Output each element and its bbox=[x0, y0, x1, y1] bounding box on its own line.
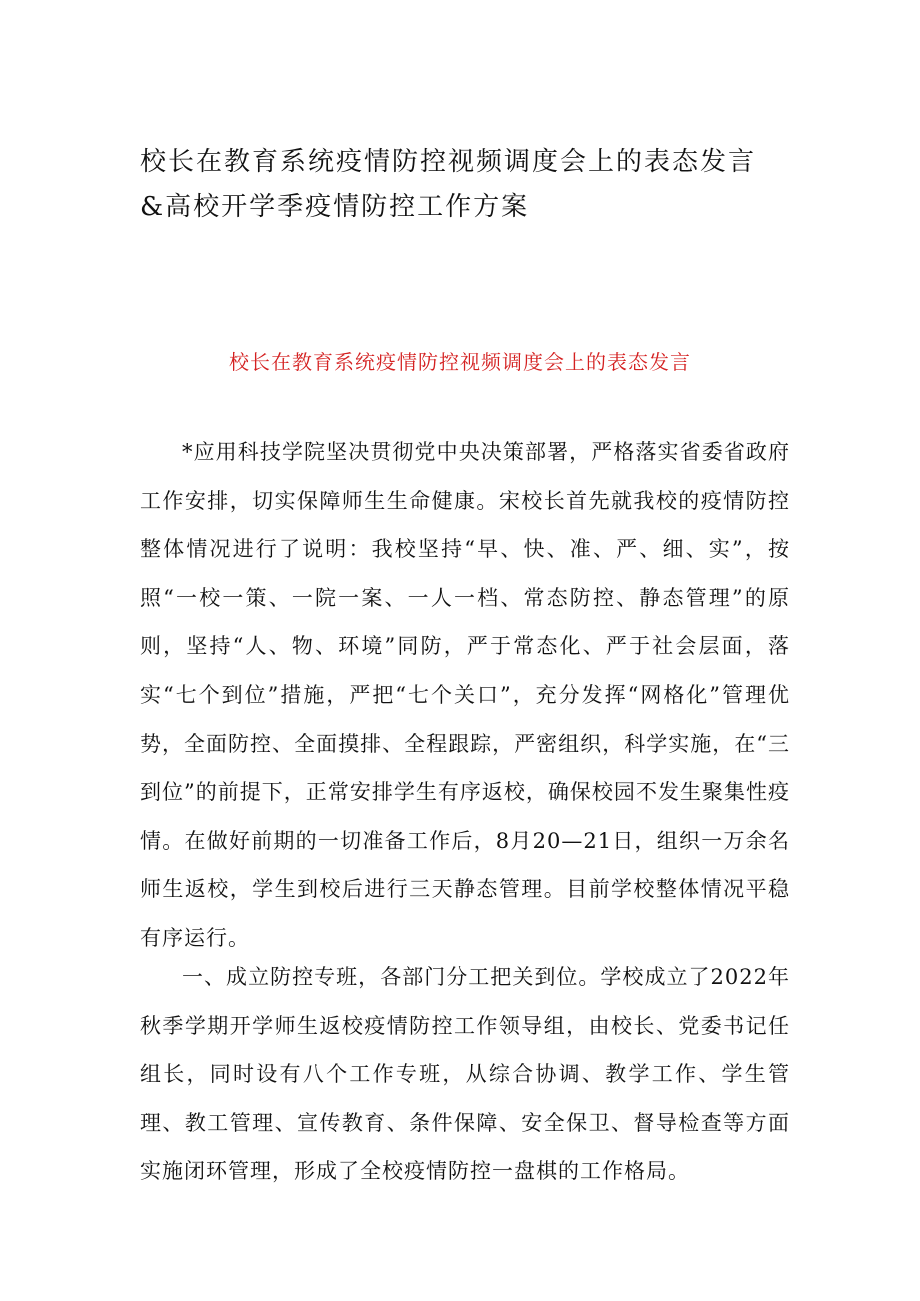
body-paragraph: 一、成立防控专班，各部门分工把关到位。学校成立了2022年秋季学期开学师生返校疫情防控工作领导组，由校长、党委书记任组长，同时设有八个工作专班，从综合协调、教学工作、学生管理、教工管理、宣传教育、条件保障、安全保卫、督导检查等方面实施闭环管理，形成了全校疫情防控一盘棋的工作格局。 bbox=[140, 965, 790, 1184]
body-paragraph-1-block bbox=[140, 428, 790, 963]
document-title-line-1: 校长在教育系统疫情防控视频调度会上的表态发言 bbox=[140, 147, 757, 177]
document-title-line-2: &高校开学季疫情防控工作方案 bbox=[140, 192, 530, 222]
body-paragraph: *应用科技学院坚决贯彻党中央决策部署，严格落实省委省政府工作安排，切实保障师生生命健康。宋校长首先就我校的疫情防控整体情况进行了说明：我校坚持“早、快、准、严、细、实”，按照“一校一策、一院一案、一人一档、常态防控、静态管理”的原则，坚持“人、物、环境”同防，严于常态化、严于社会层面，落实“七个到位”措施，严把“七个关口”，充分发挥“网格化”管理优势，全面防控、全面摸排、全程跟踪，严密组织，科学实施，在“三到位”的前提下，正常安排学生有序返校，确保校园不发生聚集性疫情。在做好前期的一切准备工作后，8月20—21日，组织一万余名师生返校，学生到校后进行三天静态管理。目前学校整体情况平稳有序运行。 bbox=[140, 440, 790, 950]
section-heading: 校长在教育系统疫情防控视频调度会上的表态发言 bbox=[229, 350, 691, 374]
body-paragraph-2-block bbox=[140, 953, 790, 1196]
